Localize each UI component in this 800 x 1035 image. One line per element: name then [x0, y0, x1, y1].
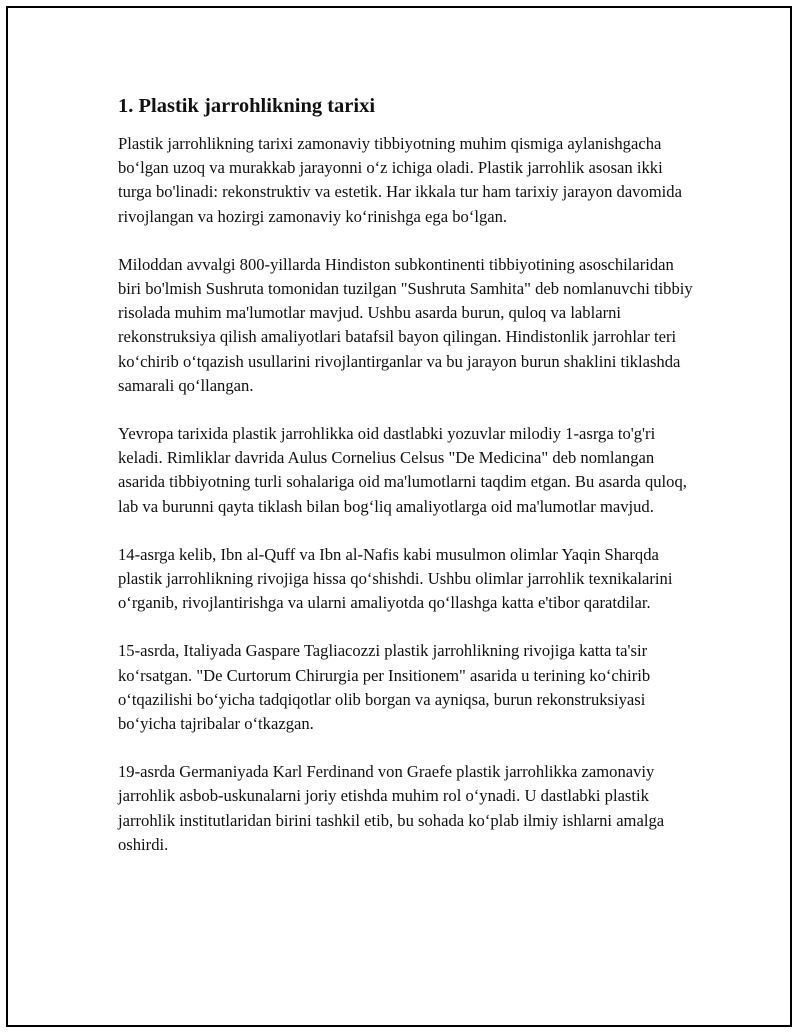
paragraph-intro: Plastik jarrohlikning tarixi zamonaviy tibbiyotning muhim qismiga aylanishgacha bo‘lgan uzoq va murakkab jarayonni o‘z ichiga oladi. Plastik jarrohlik asosan ikki turga bo'linadi: rekonstruktiv va estetik. Har ikkala tur ham tarixiy jarayon davomida rivojlangan va hozirgi zamonaviy ko‘rinishga ega bo‘lgan. — [118, 134, 682, 226]
paragraph-india: Miloddan avvalgi 800-yillarda Hindiston subkontinenti tibbiyotining asoschilaridan biri bo'lmish Sushruta tomonidan tuzilgan "Sushruta Samhita" deb nomlanuvchi tibbiy risolada muhim ma'lumotlar mavjud. Ushbu asarda burun, quloq va lablarni rekonstruksiya qilish amaliyotlari batafsil bayon qilingan. Hindistonlik jarrohlar teri ko‘chirib o‘tqazish usullarini rivojlantirganlar va bu jarayon burun shaklini tiklashda samarali qo‘llangan. — [118, 254, 693, 395]
paragraph-15th-century: 15-asrda, Italiyada Gaspare Tagliacozzi plastik jarrohlikning rivojiga katta ta'sir ko‘rsatgan. "De Curtorum Chirurgia per Insitionem" asarida u terining ko‘chirib o‘tqazilishi bo‘yicha tadqiqotlar olib borgan va ayniqsa, burun rekonstruksiyasi bo‘yicha tajribalar o‘tkazgan. — [118, 641, 651, 734]
section-heading: 1. Plastik jarrohlikning tarixi — [118, 95, 376, 117]
paragraph-14th-century: 14-asrga kelib, Ibn al-Quff va Ibn al-Nafis kabi musulmon olimlar Yaqin Sharqda plastik jarrohlikning rivojiga hissa qo‘shishdi. Ushbu olimlar jarrohlik texnikalarini o‘rganib, rivojlantirishga va ularni amaliyotda qo‘llashga katta e'tibor qaratdilar. — [118, 544, 673, 613]
document-body — [118, 92, 698, 881]
paragraph-19th-century: 19-asrda Germaniyada Karl Ferdinand von Graefe plastik jarrohlikka zamonaviy jarrohlik asbob-uskunalarni joriy etishda muhim rol o‘ynadi. U dastlabki plastik jarrohlik institutlaridan birini tashkil etib, bu sohada ko‘plab ilmiy ishlarni amalga oshirdi. — [118, 762, 665, 854]
paragraph-europe: Yevropa tarixida plastik jarrohlikka oid dastlabki yozuvlar milodiy 1-asrga to'g'ri keladi. Rimliklar davrida Aulus Cornelius Celsus "De Medicina" deb nomlangan asarida tibbiyotning turli sohalariga oid ma'lumotlarni taqdim etgan. Bu asarda quloq, lab va burunni qayta tiklash bilan bog‘liq amaliyotlarga oid ma'lumotlar mavjud. — [118, 424, 687, 516]
